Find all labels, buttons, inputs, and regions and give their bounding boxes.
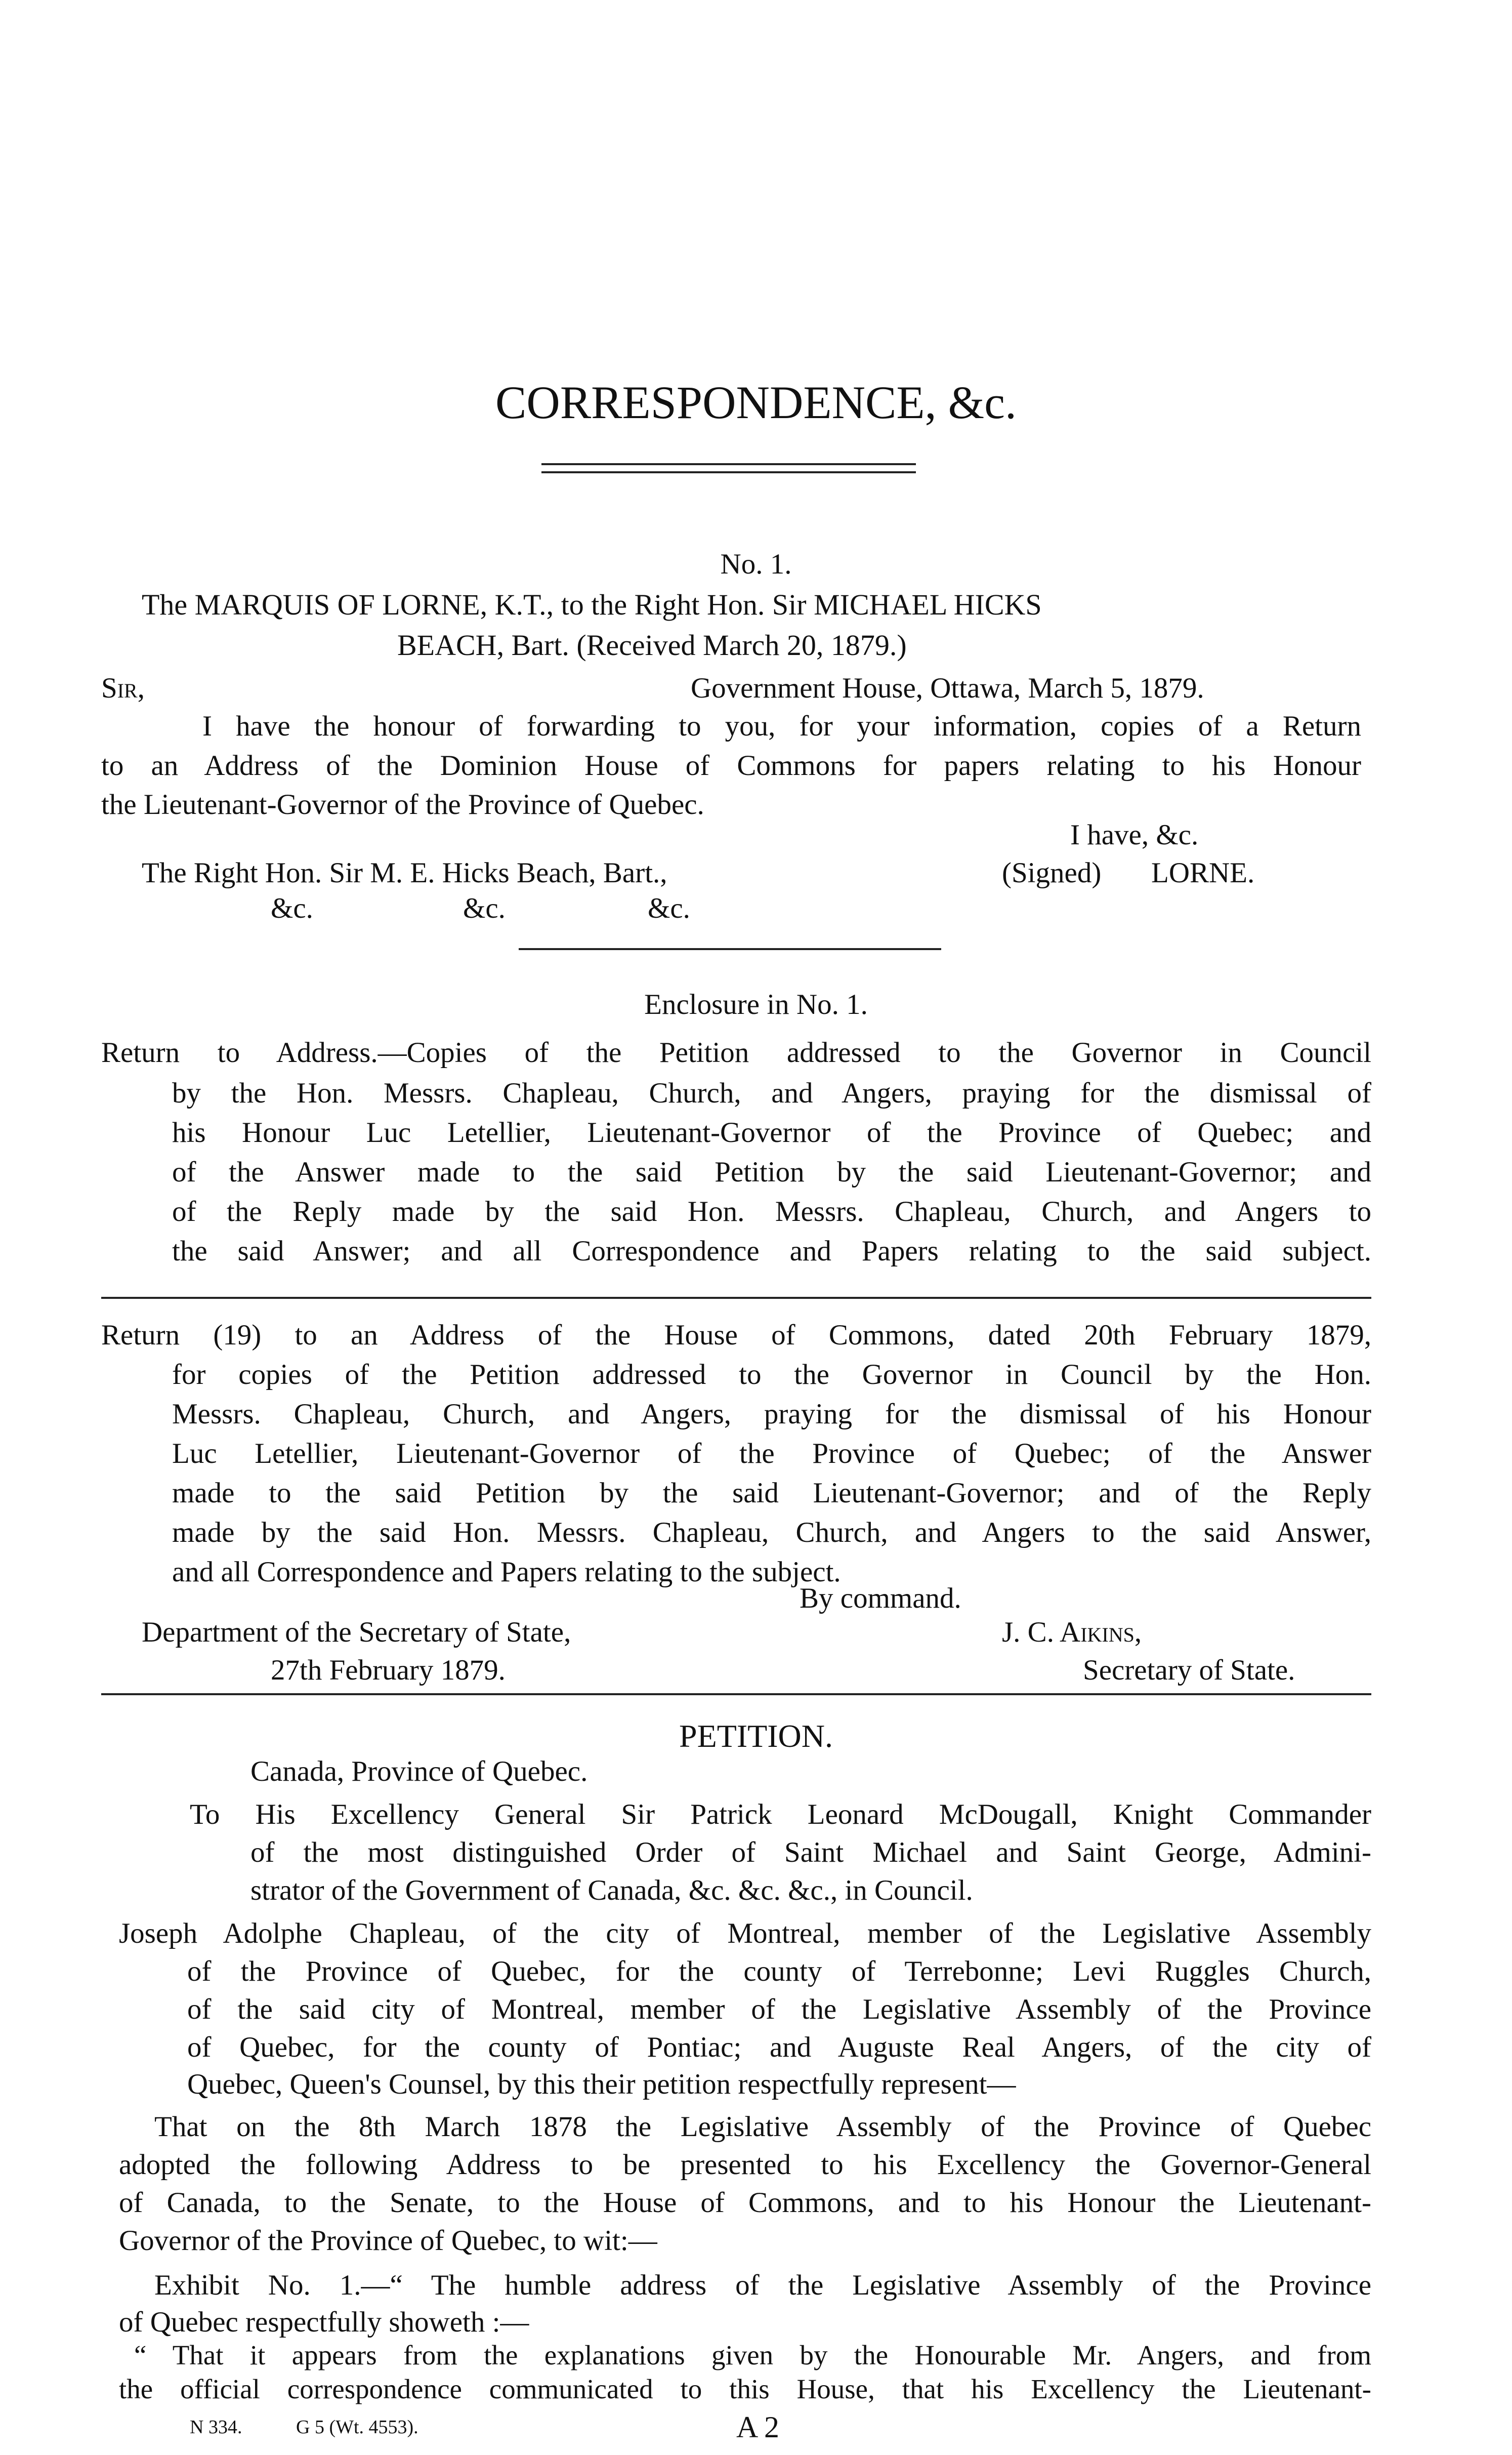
petitioners-line-4: of Quebec, for the county of Pontiac; and Auguste Real Angers, of the city of bbox=[187, 2031, 1371, 2063]
section-rule bbox=[519, 948, 941, 950]
para1-line-2: adopted the following Address to be presented to his Excellency the Governor-General bbox=[119, 2149, 1371, 2181]
enclosure-line-6: the said Answer; and all Correspondence and Papers relating to the said subject. bbox=[172, 1235, 1371, 1267]
full-rule-1 bbox=[101, 1297, 1371, 1299]
letter-etc-1: &c. bbox=[271, 892, 313, 924]
petition-to-line-1: To His Excellency General Sir Patrick Leonard McDougall, Knight Commander bbox=[190, 1798, 1371, 1830]
enclosure-line-1: Return to Address.—Copies of the Petition addressed to the Governor in Council bbox=[101, 1037, 1371, 1069]
enclosure-line-5: of the Reply made by the said Hon. Messrs. Chapleau, Church, and Angers to bbox=[172, 1196, 1371, 1228]
enclosure-line-2: by the Hon. Messrs. Chapleau, Church, and Angers, praying for the dismissal of bbox=[172, 1077, 1371, 1109]
exhibit-line-1: Exhibit No. 1.—“ The humble address of the Legislative Assembly of the Province bbox=[154, 2269, 1371, 2301]
full-rule-2 bbox=[101, 1693, 1371, 1695]
letter-signature: LORNE. bbox=[1151, 857, 1255, 889]
return-line-6: made by the said Hon. Messrs. Chapleau, Church, and Angers to the said Answer, bbox=[172, 1517, 1371, 1548]
footer-signature-mark: A 2 bbox=[736, 2410, 780, 2444]
petition-to-line-3: strator of the Government of Canada, &c. &c. &c., in Council. bbox=[250, 1874, 973, 1906]
return-line-2: for copies of the Petition addressed to the Governor in Council by the Hon. bbox=[172, 1359, 1371, 1390]
letter-body-line-3: the Lieutenant-Governor of the Province of Quebec. bbox=[101, 789, 704, 821]
quote-line-1: “ That it appears from the explanations given by the Honourable Mr. Angers, and from bbox=[134, 2340, 1371, 2370]
petitioners-line-5: Quebec, Queen's Counsel, by this their petition respectfully represent— bbox=[187, 2068, 1016, 2100]
return-by-command: By command. bbox=[800, 1582, 961, 1614]
enclosure-title: Enclosure in No. 1. bbox=[644, 989, 868, 1020]
petition-title: PETITION. bbox=[679, 1718, 833, 1754]
petitioners-line-3: of the said city of Montreal, member of the Legislative Assembly of the Province bbox=[187, 1993, 1371, 2025]
para1-line-4: Governor of the Province of Quebec, to wit:— bbox=[119, 2225, 657, 2257]
letter-from-line-1: The MARQUIS OF LORNE, K.T., to the Right Hon. Sir MICHAEL HICKS bbox=[142, 588, 1042, 621]
letter-number: No. 1. bbox=[720, 548, 792, 580]
footer-printer-mark: N 334. bbox=[190, 2417, 242, 2438]
letter-signed-label: (Signed) bbox=[1002, 857, 1102, 889]
para1-line-1: That on the 8th March 1878 the Legislative Assembly of the Province of Quebec bbox=[154, 2111, 1371, 2143]
letter-etc-3: &c. bbox=[648, 892, 690, 924]
letter-from-line-2: BEACH, Bart. (Received March 20, 1879.) bbox=[397, 629, 907, 662]
return-line-4: Luc Letellier, Lieutenant-Governor of the Province of Quebec; of the Answer bbox=[172, 1438, 1371, 1469]
return-signer-title: Secretary of State. bbox=[1083, 1654, 1295, 1686]
petition-to-line-2: of the most distinguished Order of Saint Michael and Saint George, Admini- bbox=[250, 1836, 1371, 1868]
return-line-7: and all Correspondence and Papers relating to the subject. bbox=[172, 1556, 841, 1588]
heading-double-rule bbox=[541, 463, 916, 473]
return-department: Department of the Secretary of State, bbox=[142, 1616, 571, 1648]
letter-etc-2: &c. bbox=[463, 892, 506, 924]
return-line-3: Messrs. Chapleau, Church, and Angers, praying for the dismissal of his Honour bbox=[172, 1398, 1371, 1430]
enclosure-line-3: his Honour Luc Letellier, Lieutenant-Governor of the Province of Quebec; and bbox=[172, 1117, 1371, 1149]
return-date: 27th February 1879. bbox=[271, 1654, 506, 1686]
letter-addressee: The Right Hon. Sir M. E. Hicks Beach, Bart., bbox=[142, 857, 667, 889]
enclosure-line-4: of the Answer made to the said Petition by the said Lieutenant-Governor; and bbox=[172, 1156, 1371, 1188]
quote-line-2: the official correspondence communicated to this House, that his Excellency the Lieutenant- bbox=[119, 2374, 1371, 2404]
footer-batch-mark: G 5 (Wt. 4553). bbox=[296, 2417, 418, 2438]
para1-line-3: of Canada, to the Senate, to the House of Commons, and to his Honour the Lieutenant- bbox=[119, 2187, 1371, 2219]
letter-body-line-2: to an Address of the Dominion House of Commons for papers relating to his Honour bbox=[101, 750, 1361, 782]
letter-salutation: Sir, bbox=[101, 672, 145, 704]
petitioners-line-1: Joseph Adolphe Chapleau, of the city of Montreal, member of the Legislative Assembly bbox=[119, 1917, 1371, 1949]
petition-place: Canada, Province of Quebec. bbox=[250, 1755, 588, 1787]
petitioners-line-2: of the Province of Quebec, for the county of Terrebonne; Levi Ruggles Church, bbox=[187, 1955, 1371, 1987]
return-line-1: Return (19) to an Address of the House of Commons, dated 20th February 1879, bbox=[101, 1319, 1371, 1351]
letter-place-date: Government House, Ottawa, March 5, 1879. bbox=[691, 672, 1204, 704]
letter-closing: I have, &c. bbox=[1070, 819, 1199, 851]
return-line-5: made to the said Petition by the said Lieutenant-Governor; and of the Reply bbox=[172, 1477, 1371, 1509]
return-signer: J. C. Aikins, bbox=[1002, 1616, 1142, 1648]
page-heading: CORRESPONDENCE, &c. bbox=[495, 377, 1017, 428]
exhibit-line-2: of Quebec respectfully showeth :— bbox=[119, 2306, 529, 2338]
letter-body-line-1: I have the honour of forwarding to you, for your information, copies of a Return bbox=[202, 710, 1361, 742]
